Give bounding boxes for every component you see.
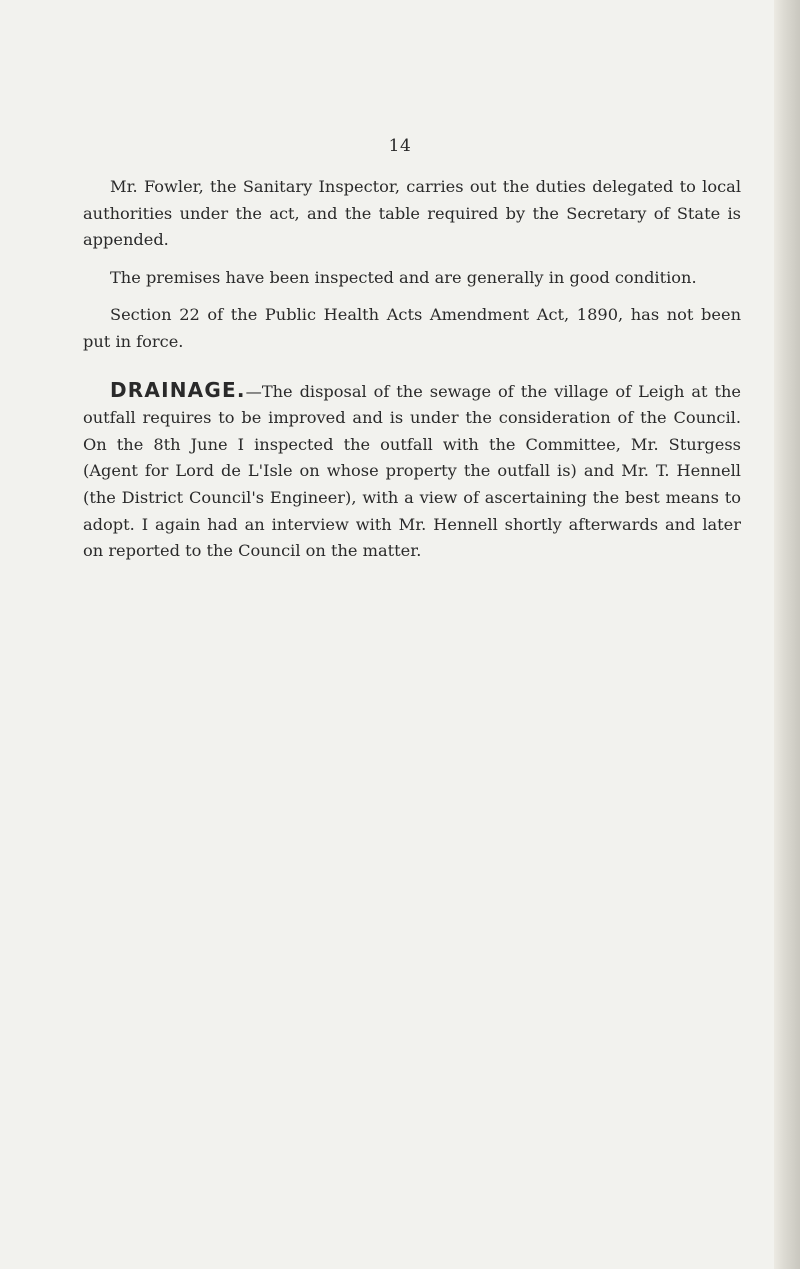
paragraph-drainage [83, 377, 741, 565]
page-number: 14 [388, 136, 412, 156]
paragraph-section-22: Section 22 of the Public Health Acts Amendment Act, 1890, has not been put in force. [83, 305, 741, 351]
drainage-heading: DRAINAGE. [110, 377, 246, 402]
paragraph-premises: The premises have been inspected and are generally in good condition. [110, 267, 697, 287]
document-body [83, 174, 741, 565]
paragraph-sanitary-inspector: Mr. Fowler, the Sanitary Inspector, carries out the duties delegated to local authorities under the act, and the table required by the Secretary of State is appended. [83, 177, 741, 250]
page-edge-shadow [774, 0, 800, 1269]
drainage-text: —The disposal of the sewage of the village of Leigh at the outfall requires to be improved and is under the consideration of the Council. On the 8th June I inspected the outfall with the Committee, Mr. Sturgess (Agent for Lord de L'Isle on whose property the outfall is) and Mr. T. Hennell (the District Council's Engineer), with a view of ascertaining the best means to adopt. I again had an interview with Mr. Hennell shortly afterwards and later on reported to the Council on the matter. [83, 381, 741, 561]
